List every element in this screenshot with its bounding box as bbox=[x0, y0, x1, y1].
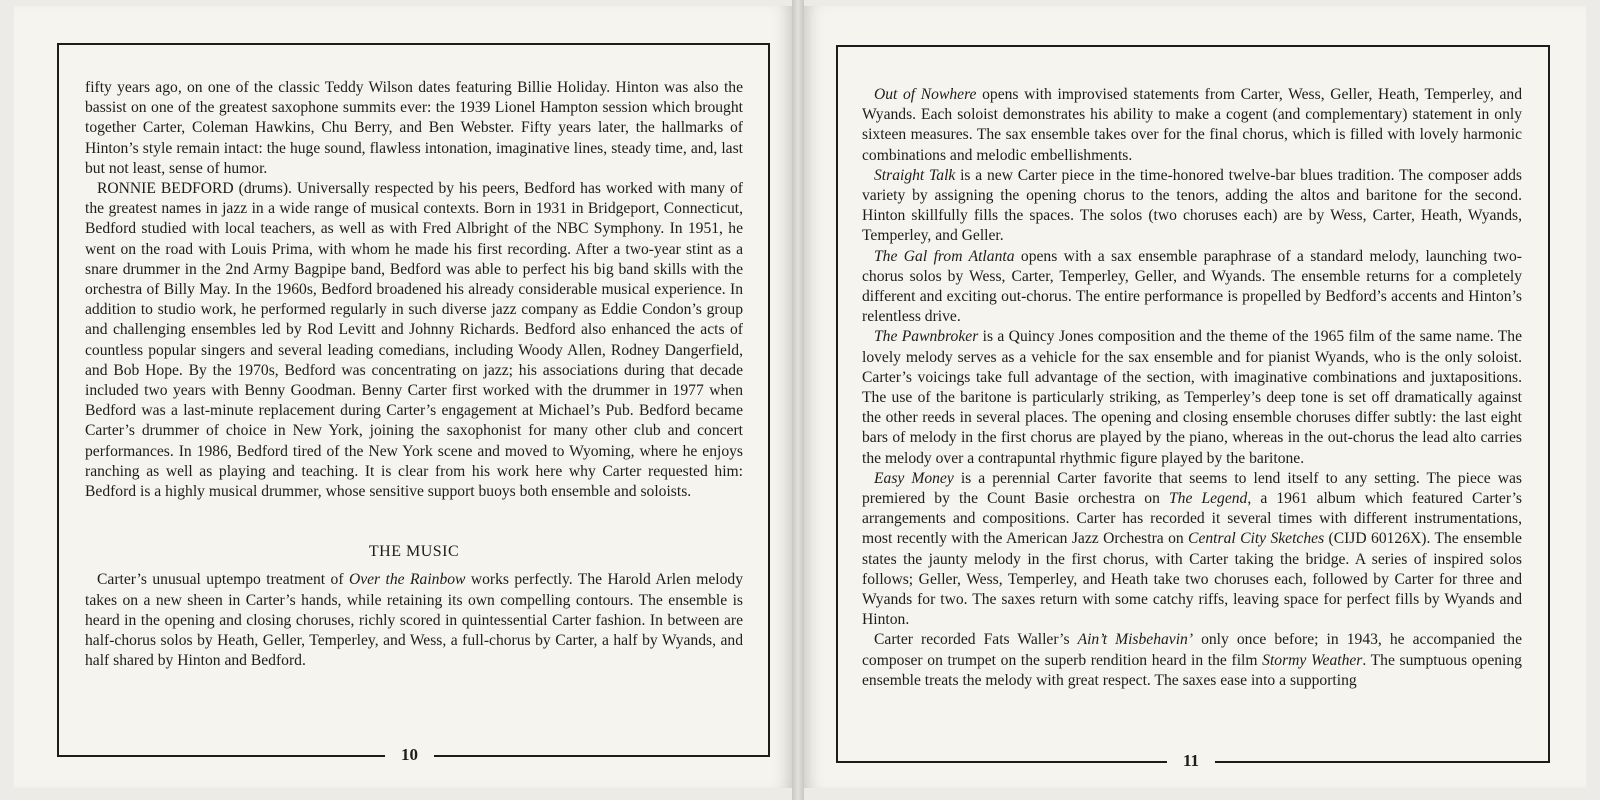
hinton-bio-continued: fifty years ago, on one of the classic Teddy Wilson dates featuring Billie Holiday. Hinton was also the bassist on one of the greatest saxophone summits ever: the 1939 Lionel Hampton session which brought together Carter, Coleman Hawkins, Chu Berry, and Ben Webster. Fifty years later, the hallmarks of Hinton’s style remain intact: the huge sound, flawless intonation, imaginative lines, steady time, and, last but not least, sense of humor. bbox=[85, 79, 743, 177]
song-title: The Pawnbroker bbox=[874, 328, 979, 346]
booklet-gutter bbox=[792, 0, 804, 800]
page-number: 10 bbox=[385, 745, 434, 765]
album-title: Central City Sketches bbox=[1188, 530, 1325, 548]
album-title: The Legend bbox=[1168, 490, 1248, 508]
song-title: Easy Money bbox=[874, 469, 954, 487]
right-page-text bbox=[862, 85, 1522, 725]
song-title: Straight Talk bbox=[874, 166, 956, 184]
over-the-rainbow-paragraph: Carter’s unusual uptempo treatment of Over the Rainbow works perfectly. The Harold Arlen melody takes on a new sheen in Carter’s hands, while retaining its own compelling contours. The ensemble is heard in the opening and closing choruses, richly scored in quintessential Carter fashion. In between are half-chorus solos by Heath, Geller, Temperley, and Wess, a full-chorus by Carter, a half by Wyands, and half shared by Hinton and Bedford. bbox=[85, 571, 744, 670]
straight-talk-paragraph: Straight Talk is a new Carter piece in the time-honored twelve-bar blues tradition. The composer adds variety by assigning the opening chorus to the tenors, adding the altos and baritone for the second. Hinton skillfully fills the spaces. The solos (two choruses each) are by Wess, Carter, Heath, Wyands, Temperley, and Geller. bbox=[862, 166, 1522, 245]
film-title: Stormy Weather bbox=[1262, 651, 1363, 669]
section-heading: THE MUSIC bbox=[368, 543, 460, 561]
pawnbroker-paragraph: The Pawnbroker is a Quincy Jones composition and the theme of the 1965 film of the same name. The lovely melody serves as a vehicle for the sax ensemble and for pianist Wyands, who is the only soloist. Carter’s voicings take full advantage of the section, with imaginative combinations and juxtapositions. The use of the baritone is particularly striking, as Temperley’s deep tone is set off dramatically against the other reeds in several places. The opening and closing ensemble choruses differ subtly: the last eight bars of melody in the first chorus are played by the piano, whereas in the out-chorus the lead alto carries the melody over a contrapuntal rhythmic figure played by the baritone. bbox=[862, 328, 1522, 467]
song-title: Out of Nowhere bbox=[874, 86, 977, 103]
song-title: The Gal from Atlanta bbox=[874, 247, 1015, 265]
bedford-bio: RONNIE BEDFORD (drums). Universally respected by his peers, Bedford has worked with many of the greatest names in jazz in a wide range of musical contexts. Born in 1931 in Bridgeport, Connecticut, Bedford studied with local teachers, as well as with Fred Albright of the NBC Symphony. In 1951, he went on the road with Louis Prima, with whom he made his first recording. After a two-year stint as a snare drummer in the 2nd Army Bagpipe band, Bedford was able to perfect his big band skills with the orchestra of Billy May. In the 1960s, Bedford broadened his already considerable musical experience. In addition to studio work, he performed regularly in such diverse jazz company as Eddie Condon’s group and challenging ensembles led by Rod Levitt and Johnny Richards. Bedford also enhanced the acts of countless popular singers and several leading comedians, including Woody Allen, Rodney Dangerfield, and Bob Hope. By the 1970s, Bedford was concentrating on jazz; his associations during that decade included two years with Benny Goodman. Benny Carter first worked with the drummer in 1977 when Bedford was a last-minute replacement during Carter’s engagement at Michael’s Pub. Bedford became Carter’s drummer of choice in New York, joining the saxophonist for many other club and concert performances. In 1986, Bedford tired of the New York scene and moved to Wyoming, where he enjoys ranching as well as playing and teaching. It is clear from his work here why Carter requested him: Bedford is a highly musical drummer, whose sensitive support buoys both ensemble and soloists. bbox=[85, 180, 743, 501]
out-of-nowhere-paragraph: Out of Nowhere opens with improvised statements from Carter, Wess, Geller, Heath, Temperley, and Wyands. Each soloist demonstrates his ability to make a cogent (and complementary) statement in only sixteen measures. The sax ensemble takes over for the final chorus, which is filled with lovely harmonic combinations and melodic embellishments. bbox=[862, 86, 1522, 164]
song-title: Over the Rainbow bbox=[348, 571, 466, 589]
easy-money-paragraph: Easy Money is a perennial Carter favorite that seems to lend itself to any setting. The piece was premiered by the Count Basie orchestra on The Legend, a 1961 album which featured Carter’s arrangements and compositions. Carter has recorded it several times with different instrumentations, most recently with the American Jazz Orchestra on Central City Sketches (CIJD 60126X). The ensemble states the jaunty melody in the first chorus, with Carter taking the bridge. A series of inspired solos follows; Geller, Wess, Temperley, and Heath take two choruses each, followed by Carter for three and Wyands for two. The saxes return with some catchy riffs, leaving space for perfect fills by Wyands and Hinton. bbox=[862, 469, 1522, 629]
left-page-text bbox=[85, 78, 743, 671]
page-number: 11 bbox=[1167, 751, 1215, 771]
gal-from-atlanta-paragraph: The Gal from Atlanta opens with a sax ensemble paraphrase of a standard melody, launching two-chorus solos by Wess, Carter, Temperley, Geller, and Wyands. The ensemble returns for a completely different and exciting out-chorus. The entire performance is propelled by Bedford’s accents and Hinton’s relentless drive. bbox=[862, 247, 1522, 326]
aint-misbehavin-paragraph: Carter recorded Fats Waller’s Ain’t Misbehavin’ only once before; in 1943, he accompanied the composer on trumpet on the superb rendition heard in the film Stormy Weather. The sumptuous opening ensemble treats the melody with great respect. The saxes ease into a supporting bbox=[862, 631, 1522, 689]
song-title: Ain’t Misbehavin’ bbox=[1077, 631, 1194, 649]
